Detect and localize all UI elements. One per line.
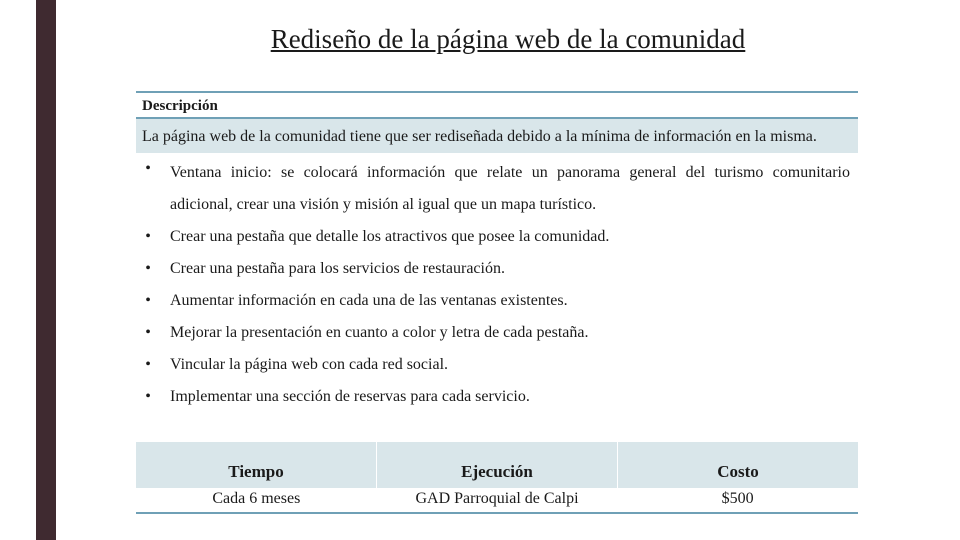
list-item — [136, 381, 858, 413]
list-item — [136, 253, 858, 285]
summary-value-row — [136, 488, 858, 512]
list-item-text: Crear una pestaña para los servicios de restauración. — [170, 260, 505, 277]
description-intro: La página web de la comunidad tiene que ser rediseñada debido a la mínima de información en la misma. — [136, 119, 858, 153]
bullet-icon: • — [145, 324, 151, 341]
header-costo: Costo — [617, 442, 858, 488]
bullet-icon: • — [145, 160, 151, 177]
list-item-text: Crear una pestaña que detalle los atractivos que posee la comunidad. — [170, 228, 610, 245]
list-item-text: Aumentar información en cada una de las ventanas existentes. — [170, 292, 568, 309]
decorative-sidebar — [36, 0, 56, 540]
value-costo: $500 — [721, 490, 754, 507]
bullet-icon: • — [145, 260, 151, 277]
description-table — [136, 91, 858, 413]
bullet-icon: • — [145, 292, 151, 309]
list-item-text: Vincular la página web con cada red social. — [170, 356, 449, 373]
value-tiempo: Cada 6 meses — [212, 490, 301, 507]
list-item-text: Ventana inicio: se colocará información que relate un panorama general del turismo comunitario adicional, crear una visión y misión al igual que un mapa turístico. — [170, 164, 850, 213]
list-item — [136, 153, 858, 221]
list-item — [136, 349, 858, 381]
header-tiempo: Tiempo — [228, 462, 284, 481]
list-item — [136, 285, 858, 317]
list-item-text: Implementar una sección de reservas para cada servicio. — [170, 388, 530, 405]
bullet-list — [136, 153, 858, 413]
list-item — [136, 317, 858, 349]
summary-header-row — [136, 442, 858, 488]
description-header: Descripción — [136, 91, 858, 119]
list-item-text: Mejorar la presentación en cuanto a color y letra de cada pestaña. — [170, 324, 589, 341]
bullet-icon: • — [145, 388, 151, 405]
header-ejecucion: Ejecución — [376, 442, 617, 488]
list-item — [136, 221, 858, 253]
value-ejecucion: GAD Parroquial de Calpi — [415, 490, 579, 507]
page-title: Rediseño de la página web de la comunidad — [270, 24, 746, 54]
bullet-icon: • — [145, 356, 151, 373]
bullet-icon: • — [145, 228, 151, 245]
summary-table — [136, 442, 858, 514]
